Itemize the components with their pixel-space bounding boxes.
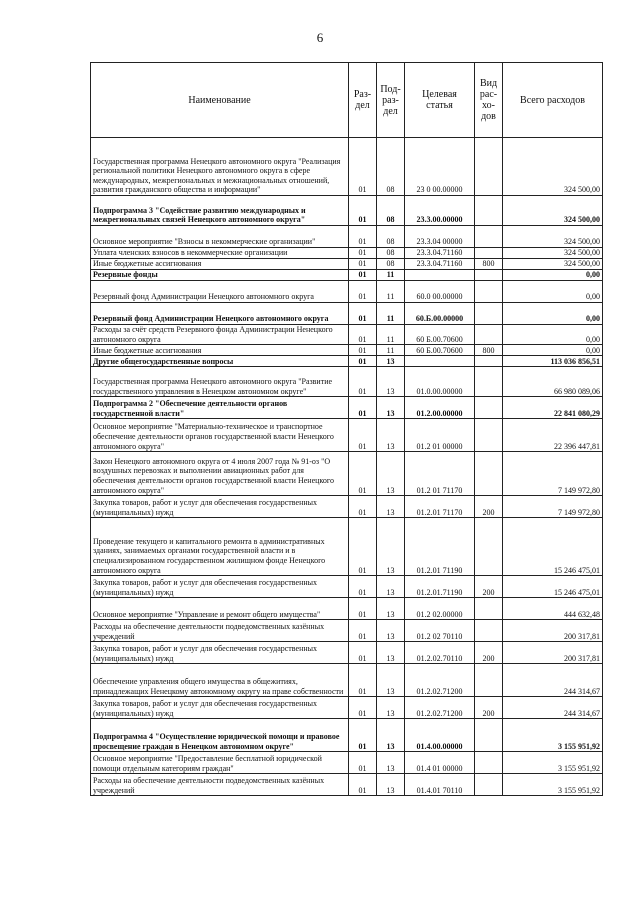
row-razdel: 01 — [349, 226, 377, 248]
row-target-article — [405, 270, 475, 281]
row-name: Иные бюджетные ассигнования — [91, 345, 349, 356]
row-name: Основное мероприятие "Управление и ремонт общего имущества" — [91, 598, 349, 620]
row-expense-type: 200 — [475, 642, 503, 664]
table-row — [91, 196, 603, 226]
row-total: 0,00 — [503, 345, 603, 356]
row-target-article: 01.2 02.00000 — [405, 598, 475, 620]
row-podrazdel: 13 — [377, 620, 405, 642]
row-razdel: 01 — [349, 325, 377, 345]
row-expense-type: 800 — [475, 259, 503, 270]
header-podrazdel: Под- раз- дел — [377, 63, 405, 138]
row-expense-type — [475, 248, 503, 259]
row-expense-type: 200 — [475, 496, 503, 518]
row-razdel: 01 — [349, 259, 377, 270]
row-target-article: 23 0 00.00000 — [405, 138, 475, 196]
table-row — [91, 303, 603, 325]
row-name: Резервные фонды — [91, 270, 349, 281]
row-razdel: 01 — [349, 774, 377, 796]
row-razdel: 01 — [349, 345, 377, 356]
row-expense-type — [475, 325, 503, 345]
row-podrazdel: 08 — [377, 248, 405, 259]
row-podrazdel: 13 — [377, 452, 405, 496]
row-name: Основное мероприятие "Материально-техническое и транспортное обеспечение деятельности органов государственной власти Ненецкого автономного округа" — [91, 419, 349, 452]
row-total: 200 317,81 — [503, 620, 603, 642]
row-expense-type — [475, 196, 503, 226]
row-expense-type — [475, 138, 503, 196]
row-target-article: 01.2.02.70110 — [405, 642, 475, 664]
row-total: 15 246 475,01 — [503, 518, 603, 576]
header-target-article: Целевая статья — [405, 63, 475, 138]
row-name: Государственная программа Ненецкого автономного округа "Реализация региональной политики Ненецкого автономного округа в сфере международных, межрегиональных и межнациональных отношений, развития гражданского общества и информации" — [91, 138, 349, 196]
row-expense-type — [475, 356, 503, 367]
row-podrazdel: 13 — [377, 367, 405, 397]
table-row — [91, 620, 603, 642]
table-row — [91, 325, 603, 345]
row-target-article — [405, 356, 475, 367]
row-razdel: 01 — [349, 419, 377, 452]
row-razdel: 01 — [349, 598, 377, 620]
row-total: 324 500,00 — [503, 259, 603, 270]
row-name: Подпрограмма 2 "Обеспечение деятельности органов государственной власти" — [91, 397, 349, 419]
row-name: Другие общегосударственные вопросы — [91, 356, 349, 367]
row-razdel: 01 — [349, 270, 377, 281]
row-total: 444 632,48 — [503, 598, 603, 620]
row-total: 0,00 — [503, 303, 603, 325]
row-razdel: 01 — [349, 664, 377, 697]
row-podrazdel: 13 — [377, 576, 405, 598]
row-name: Расходы на обеспечение деятельности подведомственных казённых учреждений — [91, 774, 349, 796]
row-total: 3 155 951,92 — [503, 752, 603, 774]
row-total: 0,00 — [503, 270, 603, 281]
table-row — [91, 697, 603, 719]
table-row — [91, 397, 603, 419]
row-razdel: 01 — [349, 620, 377, 642]
table-row — [91, 774, 603, 796]
row-name: Резервный фонд Администрации Ненецкого автономного округа — [91, 281, 349, 303]
row-podrazdel: 11 — [377, 281, 405, 303]
header-razdel: Раз- дел — [349, 63, 377, 138]
row-razdel: 01 — [349, 697, 377, 719]
table-row — [91, 576, 603, 598]
row-total: 3 155 951,92 — [503, 774, 603, 796]
row-expense-type — [475, 397, 503, 419]
row-target-article: 23.3.00.00000 — [405, 196, 475, 226]
page-number: 6 — [316, 30, 324, 45]
row-razdel: 01 — [349, 496, 377, 518]
row-razdel: 01 — [349, 138, 377, 196]
row-expense-type: 800 — [475, 345, 503, 356]
table-row — [91, 367, 603, 397]
row-total: 7 149 972,80 — [503, 452, 603, 496]
row-target-article: 60.Б.00.00000 — [405, 303, 475, 325]
row-expense-type — [475, 774, 503, 796]
row-target-article: 01.2.00.00000 — [405, 397, 475, 419]
row-razdel: 01 — [349, 576, 377, 598]
row-razdel: 01 — [349, 367, 377, 397]
row-target-article: 01.2.01 71170 — [405, 496, 475, 518]
row-expense-type: 200 — [475, 697, 503, 719]
row-name: Подпрограмма 3 "Содействие развитию международных и межрегиональных связей Ненецкого автономного округа" — [91, 196, 349, 226]
row-target-article: 01.4.00.00000 — [405, 719, 475, 752]
row-total: 0,00 — [503, 281, 603, 303]
row-razdel: 01 — [349, 281, 377, 303]
table-row — [91, 642, 603, 664]
row-target-article: 01.2 01 00000 — [405, 419, 475, 452]
row-name: Уплата членских взносов в некоммерческие организации — [91, 248, 349, 259]
header-expense-type: Вид рас- хо- дов — [475, 63, 503, 138]
row-razdel: 01 — [349, 196, 377, 226]
row-razdel: 01 — [349, 303, 377, 325]
row-podrazdel: 08 — [377, 138, 405, 196]
row-podrazdel: 13 — [377, 496, 405, 518]
expenditure-table — [90, 62, 603, 796]
row-total: 22 396 447,81 — [503, 419, 603, 452]
row-name: Закупка товаров, работ и услуг для обеспечения государственных (муниципальных) нужд — [91, 496, 349, 518]
row-total: 200 317,81 — [503, 642, 603, 664]
row-name: Проведение текущего и капитального ремонта в административных зданиях, занимаемых органами государственной власти и в специализированном государственном жилищном фонде Ненецкого автономного округа — [91, 518, 349, 576]
row-expense-type — [475, 270, 503, 281]
row-expense-type — [475, 620, 503, 642]
table-row — [91, 281, 603, 303]
row-expense-type — [475, 664, 503, 697]
row-total: 244 314,67 — [503, 664, 603, 697]
table-row — [91, 248, 603, 259]
row-target-article: 01.4.01 70110 — [405, 774, 475, 796]
row-podrazdel: 11 — [377, 325, 405, 345]
row-name: Основное мероприятие "Взносы в некоммерческие организации" — [91, 226, 349, 248]
row-name: Государственная программа Ненецкого автономного округа "Развитие государственного управления в Ненецком автономном округе" — [91, 367, 349, 397]
row-name: Основное мероприятие "Предоставление бесплатной юридической помощи отдельным категориям граждан" — [91, 752, 349, 774]
row-target-article: 01.2.01.71190 — [405, 576, 475, 598]
table-row — [91, 752, 603, 774]
row-target-article: 23.3.04 00000 — [405, 226, 475, 248]
table-row — [91, 138, 603, 196]
row-target-article: 01.2 01 71170 — [405, 452, 475, 496]
row-razdel: 01 — [349, 642, 377, 664]
header-name: Наименование — [91, 63, 349, 138]
row-target-article: 01.0.00.00000 — [405, 367, 475, 397]
row-target-article: 01.2.02.71200 — [405, 664, 475, 697]
row-podrazdel: 08 — [377, 226, 405, 248]
row-expense-type — [475, 598, 503, 620]
row-total: 324 500,00 — [503, 138, 603, 196]
row-razdel: 01 — [349, 452, 377, 496]
row-podrazdel: 11 — [377, 303, 405, 325]
row-total: 66 980 089,06 — [503, 367, 603, 397]
table-row — [91, 356, 603, 367]
row-razdel: 01 — [349, 248, 377, 259]
table-row — [91, 598, 603, 620]
row-name: Расходы за счёт средств Резервного фонда Администрации Ненецкого автономного округа — [91, 325, 349, 345]
row-total: 7 149 972,80 — [503, 496, 603, 518]
row-name: Подпрограмма 4 "Осуществление юридической помощи и правовое просвещение граждан в Ненецком автономном округе" — [91, 719, 349, 752]
table-row — [91, 226, 603, 248]
row-target-article: 01.4 01 00000 — [405, 752, 475, 774]
row-podrazdel: 13 — [377, 774, 405, 796]
table-row — [91, 452, 603, 496]
row-target-article: 60 Б.00.70600 — [405, 325, 475, 345]
row-name: Иные бюджетные ассигнования — [91, 259, 349, 270]
row-expense-type — [475, 452, 503, 496]
row-razdel: 01 — [349, 752, 377, 774]
table-row — [91, 518, 603, 576]
row-target-article: 01.2.01 71190 — [405, 518, 475, 576]
row-target-article: 01.2 02 70110 — [405, 620, 475, 642]
table-header-row — [91, 63, 603, 138]
row-target-article: 60.0 00.00000 — [405, 281, 475, 303]
row-target-article: 60 Б.00.70600 — [405, 345, 475, 356]
row-name: Закупка товаров, работ и услуг для обеспечения государственных (муниципальных) нужд — [91, 576, 349, 598]
row-podrazdel: 13 — [377, 719, 405, 752]
row-podrazdel: 11 — [377, 270, 405, 281]
row-podrazdel: 11 — [377, 345, 405, 356]
row-podrazdel: 13 — [377, 419, 405, 452]
row-total: 22 841 080,29 — [503, 397, 603, 419]
row-podrazdel: 13 — [377, 598, 405, 620]
row-expense-type: 200 — [475, 576, 503, 598]
row-podrazdel: 13 — [377, 397, 405, 419]
row-razdel: 01 — [349, 719, 377, 752]
row-name: Закон Ненецкого автономного округа от 4 июля 2007 года № 91-оз "О воздушных перевозках и выполнении авиационных работ для обеспечения деятельности органов государственной власти Ненецкого автономного округа" — [91, 452, 349, 496]
row-podrazdel: 13 — [377, 356, 405, 367]
header-total: Всего расходов — [503, 63, 603, 138]
row-expense-type — [475, 719, 503, 752]
row-target-article: 23.3.04.71160 — [405, 259, 475, 270]
row-target-article: 01.2.02.71200 — [405, 697, 475, 719]
table-row — [91, 664, 603, 697]
row-expense-type — [475, 419, 503, 452]
row-name: Расходы на обеспечение деятельности подведомственных казённых учреждений — [91, 620, 349, 642]
row-name: Закупка товаров, работ и услуг для обеспечения государственных (муниципальных) нужд — [91, 642, 349, 664]
table-row — [91, 719, 603, 752]
row-name: Резервный фонд Администрации Ненецкого автономного округа — [91, 303, 349, 325]
row-total: 113 036 856,51 — [503, 356, 603, 367]
table-row — [91, 496, 603, 518]
row-name: Обеспечение управления общего имущества в общежитиях, принадлежащих Ненецкому автономному округу на праве собственности — [91, 664, 349, 697]
row-total: 244 314,67 — [503, 697, 603, 719]
row-podrazdel: 08 — [377, 259, 405, 270]
row-total: 324 500,00 — [503, 196, 603, 226]
row-expense-type — [475, 367, 503, 397]
row-podrazdel: 13 — [377, 752, 405, 774]
row-razdel: 01 — [349, 397, 377, 419]
row-total: 0,00 — [503, 325, 603, 345]
row-total: 324 500,00 — [503, 226, 603, 248]
row-expense-type — [475, 226, 503, 248]
table-row — [91, 345, 603, 356]
row-expense-type — [475, 281, 503, 303]
row-podrazdel: 13 — [377, 518, 405, 576]
table-row — [91, 270, 603, 281]
row-podrazdel: 08 — [377, 196, 405, 226]
row-expense-type — [475, 518, 503, 576]
row-total: 324 500,00 — [503, 248, 603, 259]
row-razdel: 01 — [349, 518, 377, 576]
row-razdel: 01 — [349, 356, 377, 367]
row-name: Закупка товаров, работ и услуг для обеспечения государственных (муниципальных) нужд — [91, 697, 349, 719]
table-row — [91, 259, 603, 270]
row-expense-type — [475, 752, 503, 774]
row-podrazdel: 13 — [377, 697, 405, 719]
row-target-article: 23.3.04.71160 — [405, 248, 475, 259]
row-expense-type — [475, 303, 503, 325]
row-total: 3 155 951,92 — [503, 719, 603, 752]
row-podrazdel: 13 — [377, 642, 405, 664]
table-row — [91, 419, 603, 452]
row-podrazdel: 13 — [377, 664, 405, 697]
row-total: 15 246 475,01 — [503, 576, 603, 598]
